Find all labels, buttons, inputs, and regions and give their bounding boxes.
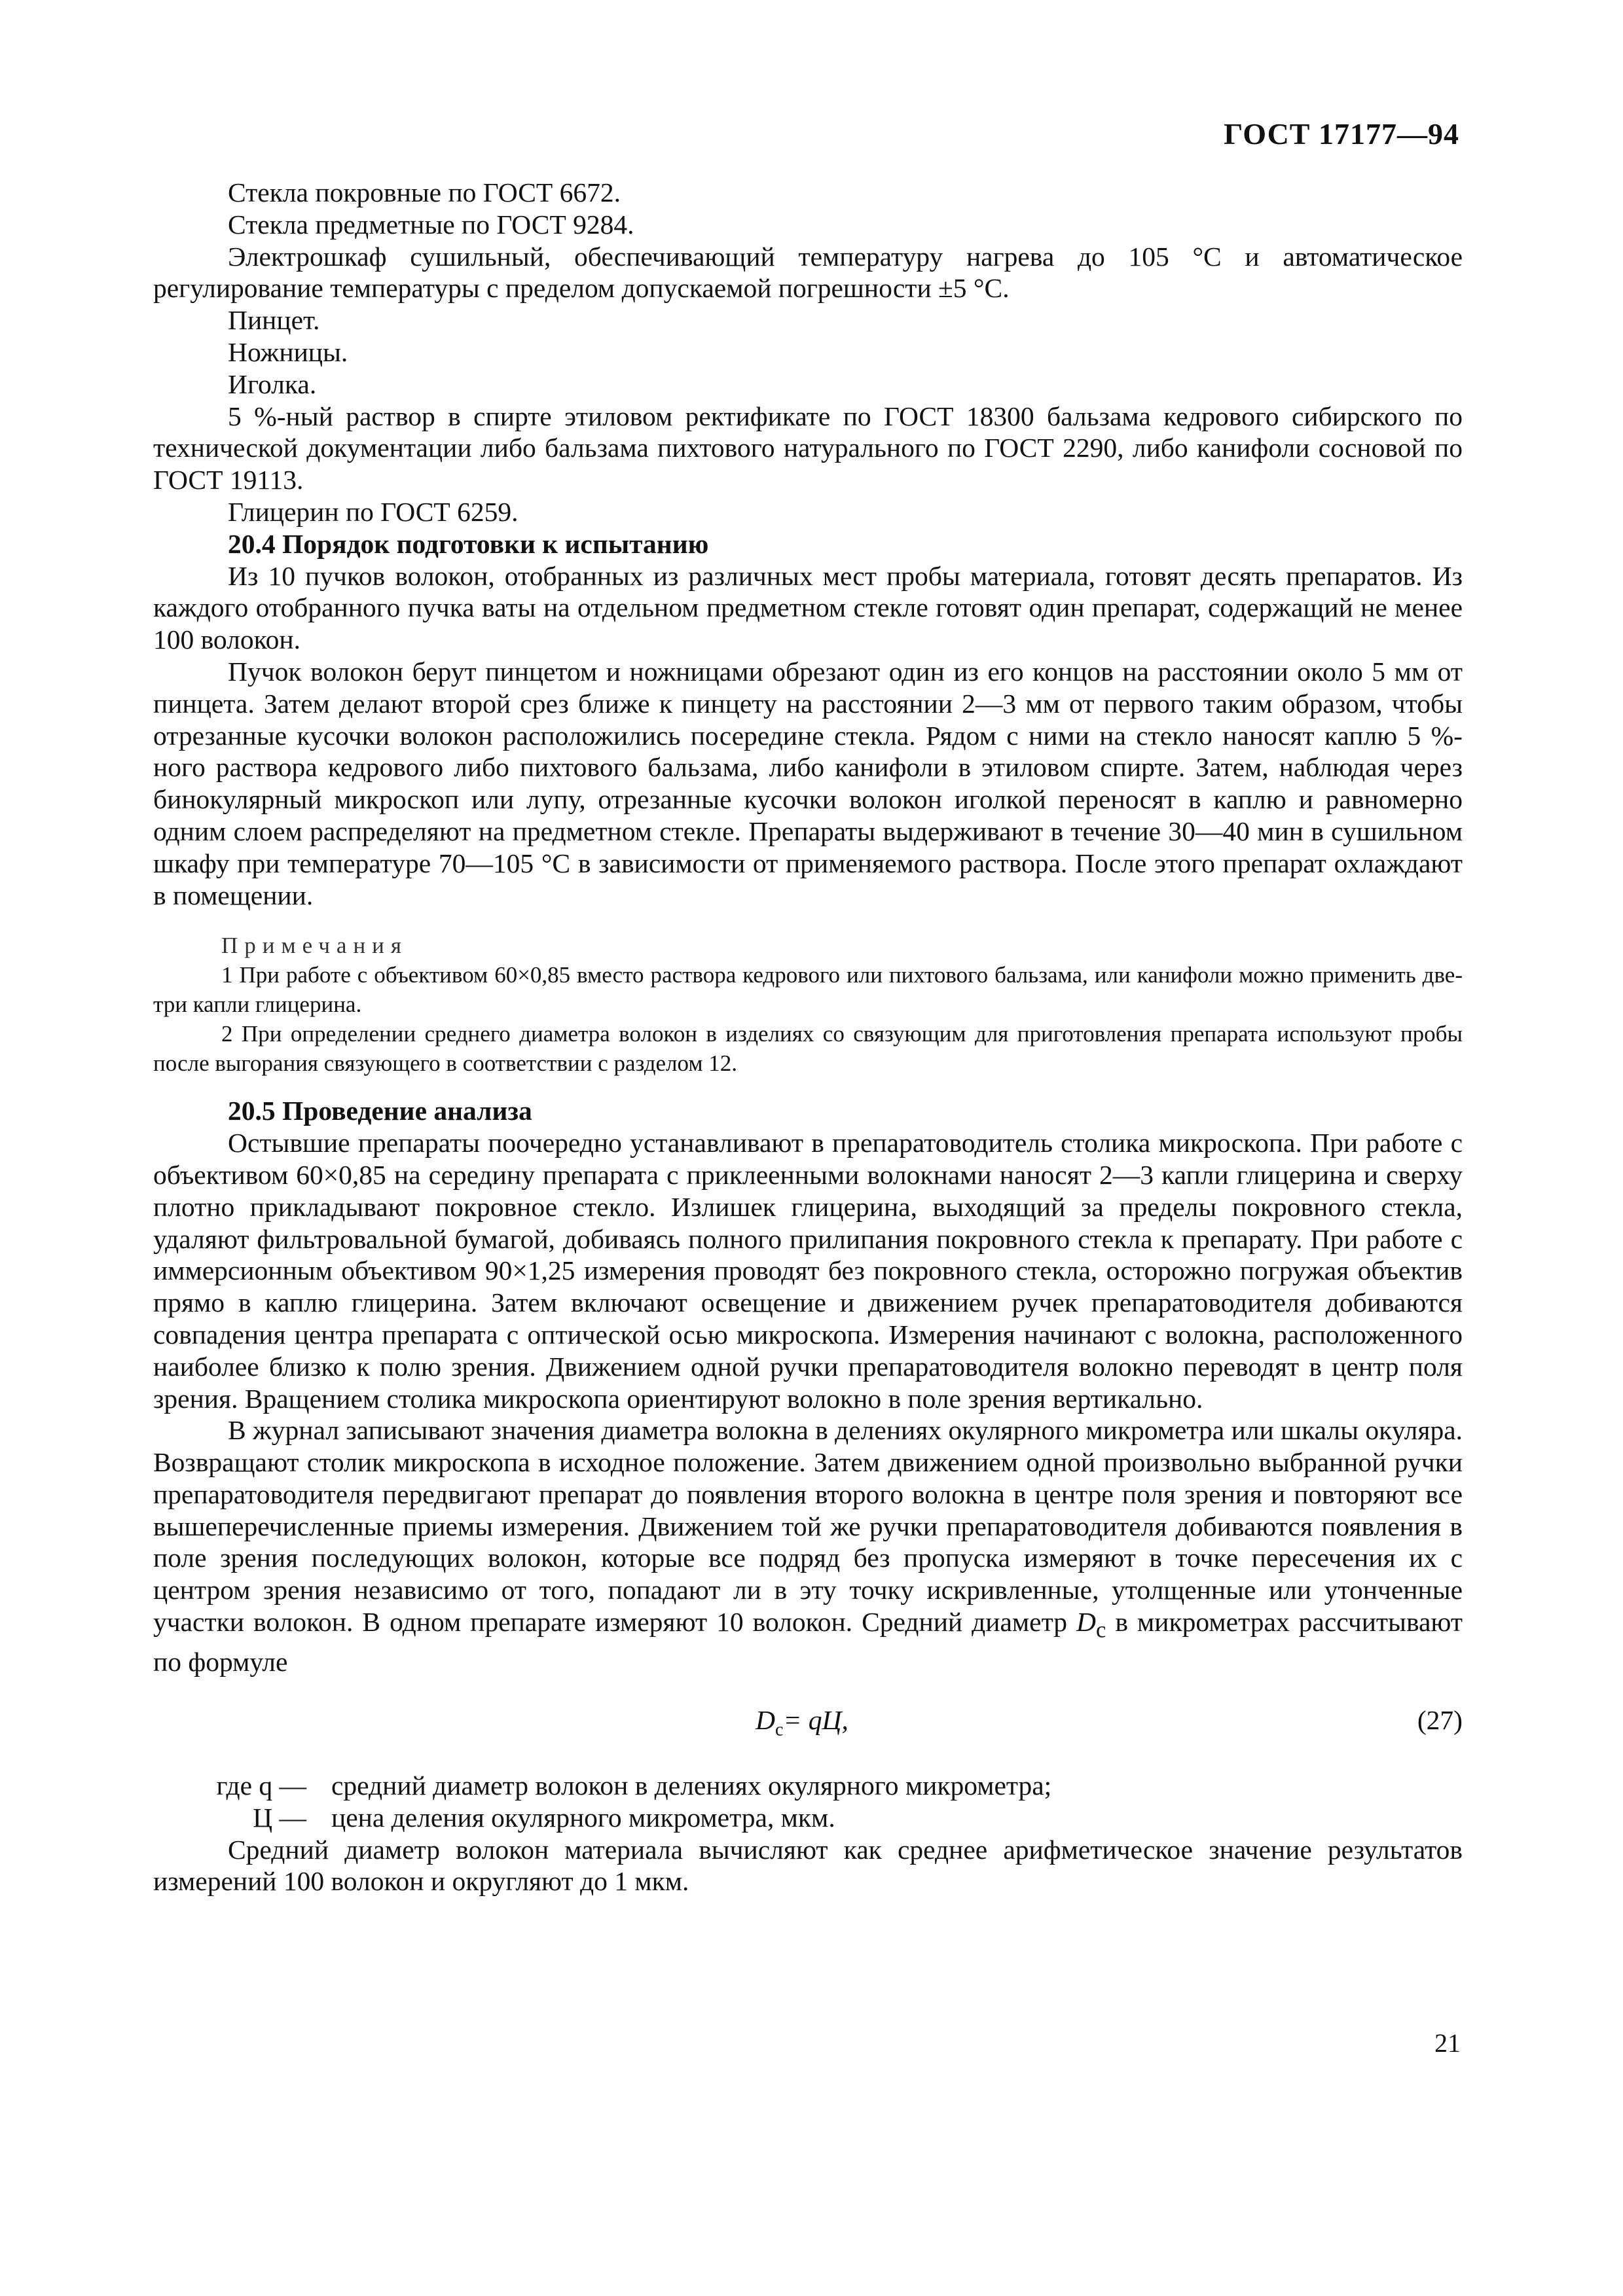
paragraph: Пинцет. xyxy=(228,305,320,336)
paragraph-text: В журнал записывают значения диаметра волокна в делениях окулярного микрометра или шкалы окуляра. Возвращают столик микроскопа в исходное положение. Затем движением одной произвольно выбранной ручки препаратоводителя передвигают препарат до появления второго волокна в центре поля зрения и повторяют все вышеперечисленные приемы измерения. Движением той же ручки препаратоводителя добиваются появления в поле зрения последующих волокон, которые все подряд без пропуска измеряют в точке пересечения их с центром зрения независимо от того, попадают ли в эту точку искривленные, утолщенные или утонченные участки волокон. В одном препарате измеряют 10 волокон. Средний диаметр xyxy=(153,1415,1463,1638)
note-item: 1 При работе с объективом 60×0,85 вместо раствора кедрового или пихтового бальзама, или канифоли можно применить две-три капли глицерина. xyxy=(153,962,1463,1018)
notes-title: Примечания xyxy=(221,933,409,959)
page-content xyxy=(153,177,1463,1897)
formula-row xyxy=(153,1704,1463,1744)
formula-lhs: D xyxy=(756,1704,775,1735)
definition-desc: цена деления окулярного микрометра, мкм. xyxy=(331,1802,835,1833)
paragraph: 5 %-ный раствор в спирте этиловом ректификате по ГОСТ 18300 бальзама кедрового сибирского по технической документации либо бальзама пихтового натурального по ГОСТ 2290, либо канифоли сосновой по ГОСТ 19113. xyxy=(153,401,1463,495)
note-item: 2 При определении среднего диаметра волокон в изделиях со связующим для приготовления препарата используют пробы после выгорания связующего в соответствии с разделом 12. xyxy=(153,1021,1463,1077)
paragraph: Иголка. xyxy=(228,368,317,399)
definition-row xyxy=(153,1770,1463,1802)
section-heading: 20.4 Порядок подготовки к испытанию xyxy=(228,528,709,559)
paragraph: Глицерин по ГОСТ 6259. xyxy=(228,496,519,527)
section-heading: 20.5 Проведение анализа xyxy=(228,1096,532,1126)
formula-subscript: с xyxy=(775,1719,784,1740)
page-number: 21 xyxy=(1434,2028,1461,2058)
variable-subscript: с xyxy=(1096,1617,1106,1643)
paragraph xyxy=(153,1414,1463,1678)
paragraph-text: в микрометрах рассчитывают по формуле xyxy=(153,1607,1463,1677)
paragraph: Электрошкаф сушильный, обеспечивающий температуру нагрева до 105 °С и автоматическое регулирование температуры с пределом допускаемой погрешности ±5 °С. xyxy=(153,241,1463,304)
paragraph: Ножницы. xyxy=(228,336,348,367)
paragraph: Остывшие препараты поочередно устанавливают в препаратоводитель столика микроскопа. При работе с объективом 60×0,85 на середину препарата с приклеенными волокнами наносят 2—3 капли глицерина и сверху плотно прикладывают покровное стекло. Излишек глицерина, выходящий за пределы покровного стекла, удаляют фильтровальной бумагой, добиваясь полного прилипания покровного стекла к препарату. При работе с иммерсионным объективом 90×1,25 измерения проводят без покровного стекла, осторожно погружая объектив прямо в каплю глицерина. Затем включают освещение и движением ручек препаратоводителя добиваются совпадения центра препарата с оптической осью микроскопа. Измерения начинают с волокна, расположенного наиболее близко к полю зрения. Движением одной ручки препаратоводителя волокно переводят в центр поля зрения. Вращением столика микроскопа ориентируют волокно в поле зрения вертикально. xyxy=(153,1128,1463,1414)
definition-desc: средний диаметр волокон в делениях окулярного микрометра; xyxy=(331,1770,1052,1801)
paragraph: Из 10 пучков волокон, отобранных из различных мест пробы материала, готовят десять препаратов. Из каждого отобранного пучка ваты на отдельном предметном стекле готовят один препарат, содержащий не менее 100 волокон. xyxy=(153,560,1463,655)
paragraph: Стекла покровные по ГОСТ 6672. xyxy=(228,177,621,207)
variable-d: D xyxy=(1076,1607,1096,1638)
paragraph: Средний диаметр волокон материала вычисляют как среднее арифметическое значение результатов измерений 100 волокон и округляют до 1 мкм. xyxy=(153,1834,1463,1897)
paragraph: Стекла предметные по ГОСТ 9284. xyxy=(228,209,634,240)
notes-block xyxy=(153,931,1463,1078)
equation-number: (27) xyxy=(1417,1704,1463,1735)
definition-term: где q — xyxy=(216,1770,306,1801)
paragraph: Пучок волокон берут пинцетом и ножницами обрезают один из его концов на расстоянии около 5 мм от пинцета. Затем делают второй срез ближе к пинцету на расстоянии 2—3 мм от первого таким образом, чтобы отрезанные кусочки волокон расположились посередине стекла. Рядом с ними на стекло наносят каплю 5 %-ного раствора кедрового либо пихтового бальзама, либо канифоли в этиловом спирте. Затем, наблюдая через бинокулярный микроскоп или лупу, отрезанные кусочки волокон иголкой переносят в каплю и равномерно одним слоем распределяют на предметном стекле. Препараты выдерживают в течение 30—40 мин в сушильном шкафу при температуре 70—105 °С в зависимости от применяемого раствора. После этого препарат охлаждают в помещении. xyxy=(153,656,1463,910)
definition-row xyxy=(153,1802,1463,1834)
definition-term: Ц — xyxy=(253,1802,306,1833)
formula-rhs: = qЦ, xyxy=(783,1704,848,1735)
document-number: ГОСТ 17177—94 xyxy=(1224,117,1459,151)
formula xyxy=(756,1704,848,1746)
